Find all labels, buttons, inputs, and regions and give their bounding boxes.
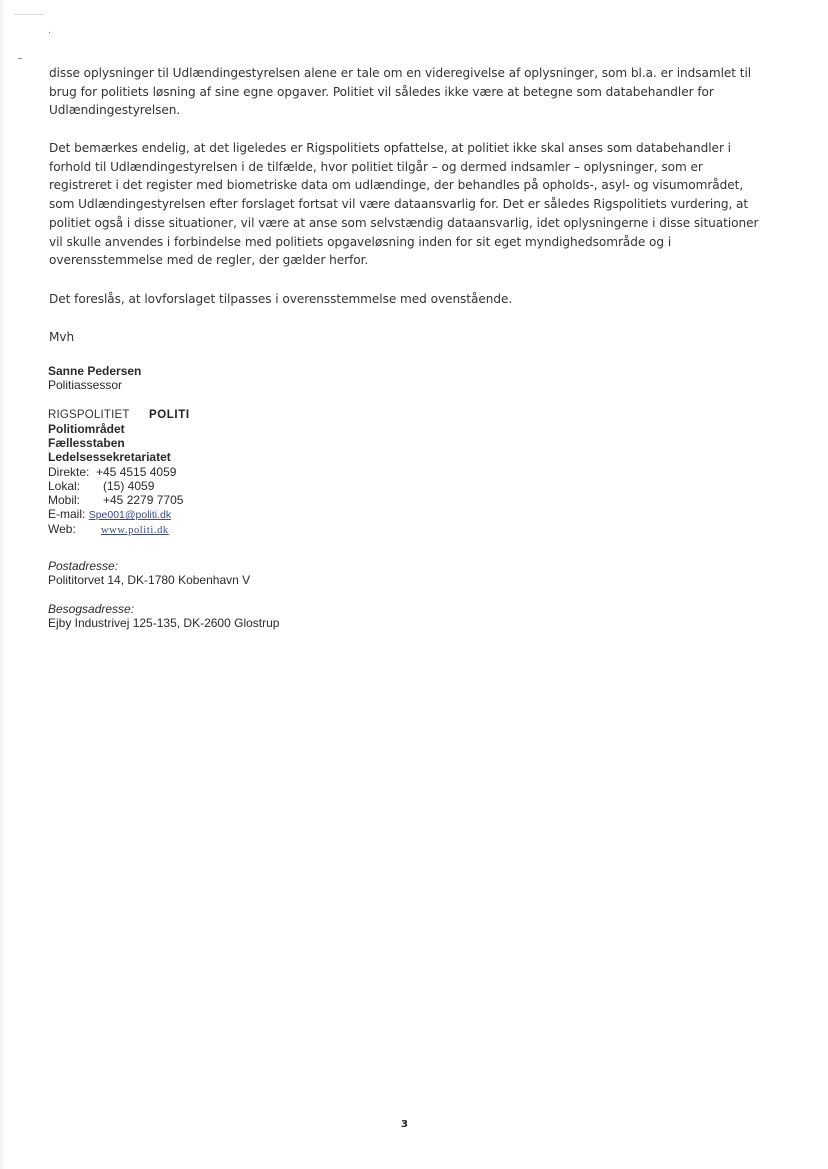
unit: Fællesstaben: [48, 436, 125, 451]
paragraph-line: registreret i det register med biometriske data om udlændinge, der behandles på opholds-, asyl- og visumområdet,: [49, 178, 744, 193]
paragraph-line: overensstemmelse med de regler, der gælder herfor.: [49, 253, 369, 268]
local-label: Lokal:: [48, 478, 81, 493]
paragraph-line: brug for politiets løsning af sine egne opgaver. Politiet vil således ikke være at betegne som databehandler for: [49, 84, 714, 99]
direct-label: Direkte:: [48, 464, 90, 479]
scan-edge-shadow: [0, 0, 6, 1169]
page-number: 3: [401, 1119, 408, 1130]
local-value: (15) 4059: [103, 478, 155, 493]
paragraph-line: Det bemærkes endelig, at det ligeledes er Rigspolitiets opfattelse, at politiet ikke skal anses som databehandler i: [49, 141, 731, 155]
paragraph-line: politiet også i disse situationer, vil være at anse som selvstændig dataansvarlig, idet oplysningerne i disse situationer: [49, 215, 759, 230]
paragraph-line: som Udlændingestyrelsen efter forslaget fortsat vil være dataansvarlig for. Det er således Rigspolitiets vurdering, at: [49, 197, 749, 212]
scan-dash: [18, 58, 22, 59]
politi-logo: POLITI: [148, 409, 190, 421]
closing-greeting: Mvh: [49, 330, 75, 344]
web-label: Web:: [48, 522, 76, 537]
mobile-phone: [48, 493, 190, 507]
postal-address-value: Polititorvet 14, DK-1780 Kobenhavn V: [48, 573, 251, 587]
paragraph-line: disse oplysninger til Udlændingestyrelsen alene er tale om en videregivelse af oplysninger, som bl.a. er indsamlet til: [49, 66, 752, 80]
web-link[interactable]: www.politi.dk: [101, 525, 169, 537]
mobile-label: Mobil:: [48, 493, 81, 508]
paragraph-line: Det foreslås, at lovforslaget tilpasses i overensstemmelse med ovenstående.: [49, 292, 513, 306]
paragraph-line: Udlændingestyrelsen.: [49, 103, 181, 118]
department: Politiområdet: [48, 422, 125, 436]
postal-address-label: Postadresse:: [48, 559, 119, 573]
paragraph-3: [49, 290, 784, 309]
email-row: [48, 507, 190, 522]
direct-phone: [48, 465, 190, 479]
paragraph-1: [49, 64, 784, 120]
paragraph-line: vil skulle anvendes i forbindelse med politiets opgaveløsning inden for sit eget myndighedsområde og i: [49, 234, 672, 249]
visiting-address-label: Besogsadresse:: [48, 602, 135, 616]
email-label: E-mail:: [48, 507, 86, 522]
org-logos: [48, 407, 190, 422]
direct-value: +45 4515 4059: [96, 464, 177, 479]
email-link[interactable]: Spe001@politi.dk: [88, 509, 172, 522]
scan-mark: [14, 14, 44, 15]
signature-title: Politiassessor: [48, 378, 123, 392]
local-phone: [48, 479, 190, 493]
web-row: [48, 522, 190, 538]
scan-dot: .: [48, 26, 51, 36]
section: Ledelsessekretariatet: [48, 450, 171, 465]
paragraph-2: [49, 139, 784, 270]
visiting-address-value: Ejby Industrivej 125-135, DK-2600 Glostrup: [48, 616, 280, 630]
rigspolitiet-wordmark: RIGSPOLITIET: [48, 409, 130, 421]
signature-name: Sanne Pedersen: [48, 364, 142, 378]
organization-block: [48, 407, 190, 539]
paragraph-line: forhold til Udlændingestyrelsen i de tilfælde, hvor politiet tilgår – og dermed indsamler – oplysninger, som er: [49, 159, 703, 174]
mobile-value: +45 2279 7705: [103, 493, 184, 508]
